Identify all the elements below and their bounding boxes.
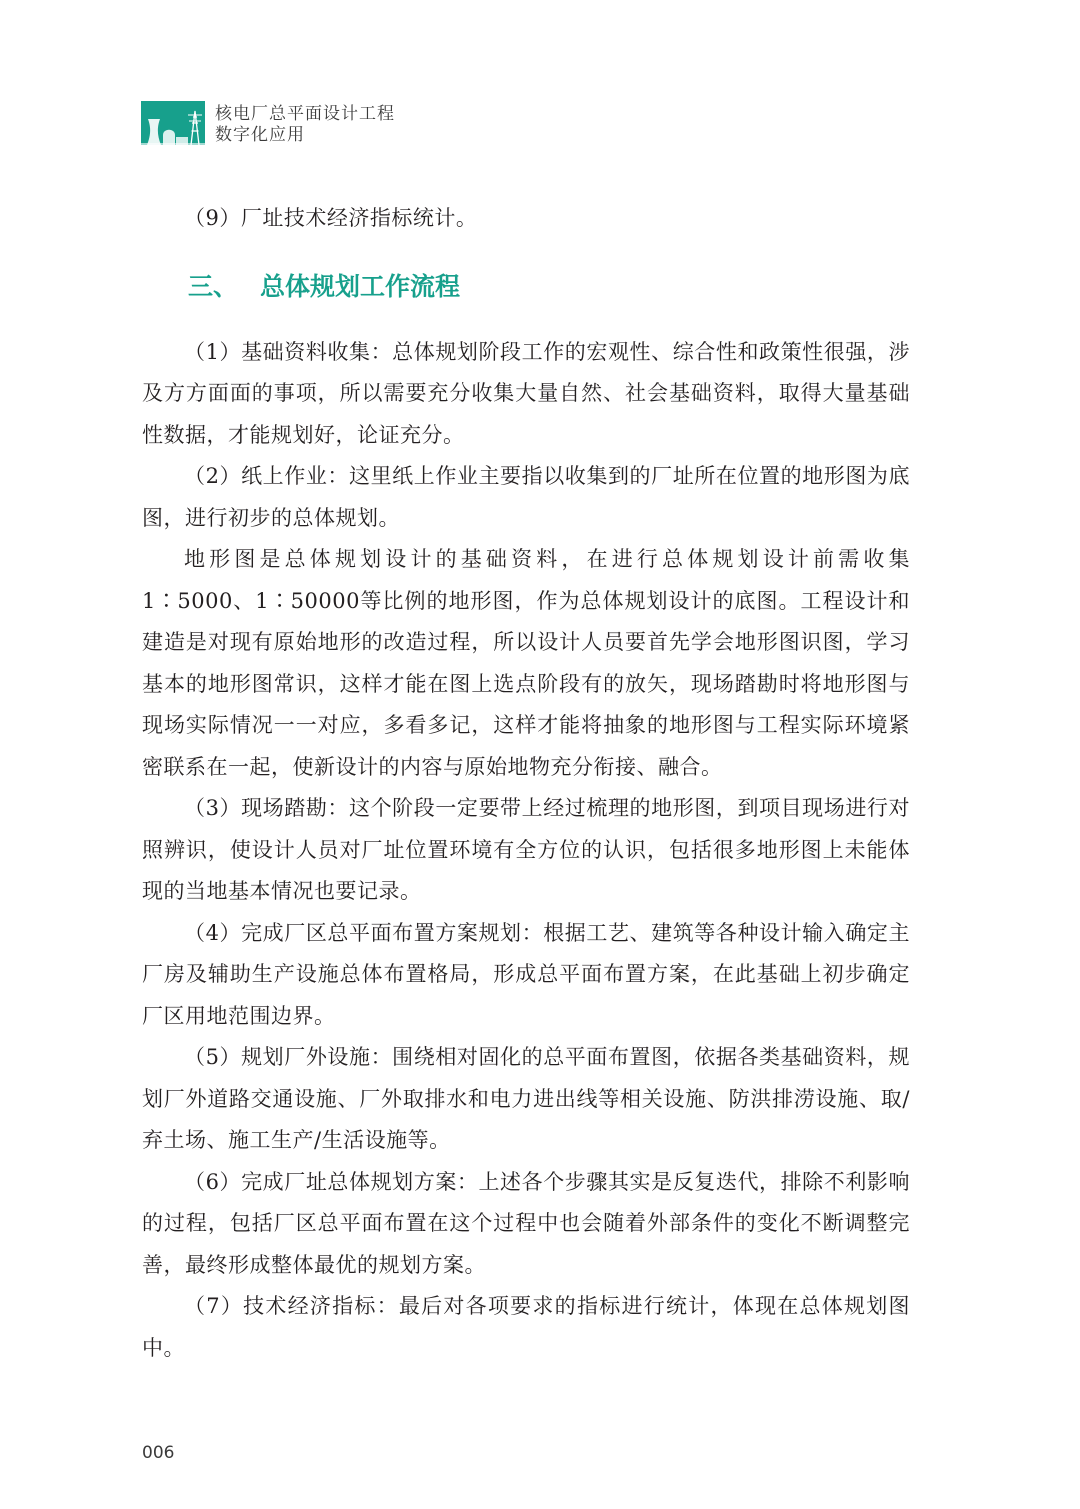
header-title-line-2: 数字化应用: [215, 125, 305, 145]
list-item-9: （9）厂址技术经济指标统计。: [184, 206, 478, 230]
paragraph-step-6: （6）完成厂址总体规划方案：上述各个步骤其实是反复迭代，排除不利影响的过程，包括厂区总平面布置在这个过程中也会随着外部条件的变化不断调整完善，最终形成整体最优的规划方案。: [142, 1169, 910, 1277]
nuclear-plant-logo-icon: [141, 101, 205, 145]
section-number: 三、: [188, 271, 239, 301]
header-title-line-1: 核电厂总平面设计工程: [215, 104, 395, 124]
paragraph-step-2: （2）纸上作业：这里纸上作业主要指以收集到的厂址所在位置的地形图为底图，进行初步的总体规划。: [142, 464, 910, 530]
running-header: [215, 104, 395, 146]
paragraph-step-7: （7）技术经济指标：最后对各项要求的指标进行统计，体现在总体规划图中。: [142, 1294, 910, 1360]
paragraph-step-5: （5）规划厂外设施：围绕相对固化的总平面布置图，依据各类基础资料，规划厂外道路交通设施、厂外取排水和电力进出线等相关设施、防洪排涝设施、取/弃土场、施工生产/生活设施等。: [142, 1045, 910, 1152]
section-heading: [188, 270, 910, 304]
paragraph-step-4: （4）完成厂区总平面布置方案规划：根据工艺、建筑等各种设计输入确定主厂房及辅助生产设施总体布置格局，形成总平面布置方案，在此基础上初步确定厂区用地范围边界。: [142, 920, 910, 1028]
page-body: [142, 198, 910, 1369]
paragraph-step-1: （1）基础资料收集：总体规划阶段工作的宏观性、综合性和政策性很强，涉及方方面面的事项，所以需要充分收集大量自然、社会基础资料，取得大量基础性数据，才能规划好，论证充分。: [142, 339, 910, 447]
paragraph-topographic-map: 地形图是总体规划设计的基础资料，在进行总体规划设计前需收集1∶5000、1∶50000等比例的地形图，作为总体规划设计的底图。工程设计和建造是对现有原始地形的改造过程，所以设计人员要首先学会地形图识图，学习基本的地形图常识，这样才能在图上选点阶段有的放矢，现场踏勘时将地形图与现场实际情况一一对应，多看多记，这样才能将抽象的地形图与工程实际环境紧密联系在一起，使新设计的内容与原始地物充分衔接、融合。: [142, 547, 910, 779]
paragraph-step-3: （3）现场踏勘：这个阶段一定要带上经过梳理的地形图，到项目现场进行对照辨识，使设计人员对厂址位置环境有全方位的认识，包括很多地形图上未能体现的当地基本情况也要记录。: [142, 796, 910, 903]
page-number: 006: [142, 1443, 175, 1463]
section-title: 总体规划工作流程: [260, 271, 461, 301]
